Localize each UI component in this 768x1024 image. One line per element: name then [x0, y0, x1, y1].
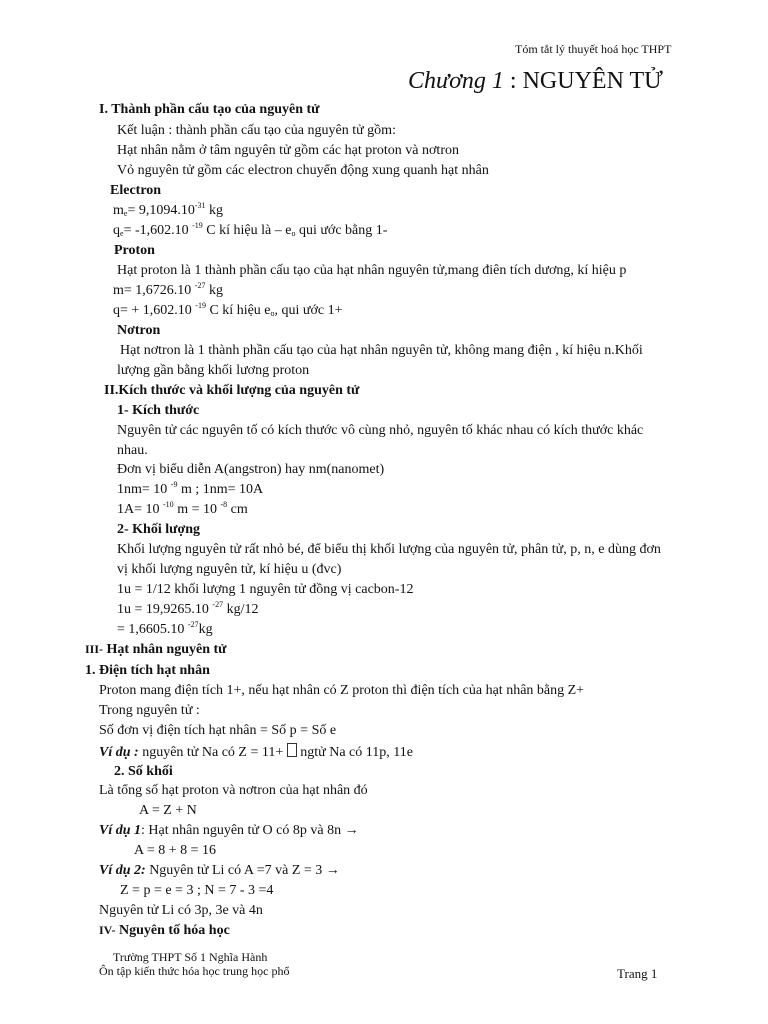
example-line: Ví dụ : nguyên tử Na có Z = 11+ ngtử Na có 11p, 11e — [99, 745, 413, 760]
text-line: Hạt nhân nằm ở tâm nguyên tử gồm các hạt proton và nơtron — [117, 143, 459, 158]
chapter-number: Chương 1 — [408, 68, 504, 94]
text-line: lượng gần bằng khối lương proton — [117, 363, 310, 378]
proton-charge: q= + 1,602.10 $^{-19}$ C kí hiệu $e_o$, qui ước 1+ — [113, 301, 343, 318]
formula-line: A = 8 + 8 = 16 — [134, 843, 217, 858]
formula-line: = 1,6605.10 $^{-27}$kg — [117, 620, 213, 637]
text-line: Kết luận : thành phần cấu tạo của nguyên tử gồm: — [117, 123, 396, 138]
example-line: Ví dụ 1: Hạt nhân nguyên tử O có 8p và 8n → — [99, 823, 359, 838]
text-line: Là tổng số hạt proton và nơtron của hạt nhân đó — [99, 783, 368, 798]
page-number: Trang 1 — [617, 966, 658, 981]
text-line: Vỏ nguyên tử gồm các electron chuyển động xung quanh hạt nhân — [117, 163, 489, 178]
proton-mass: m= 1,6726.10 $^{-27}$ kg — [113, 281, 223, 298]
example-line: Ví dụ 2: Nguyên tử Li có A =7 và Z = 3 → — [99, 863, 340, 878]
electron-title: Electron — [110, 183, 162, 198]
formula-line: 1nm= 10 $^{-9}$ m ; 1nm= 10A — [117, 480, 264, 497]
section-1-heading: I. Thành phần cấu tạo của nguyên tử — [99, 102, 320, 117]
subheading-size: 1- Kích thước — [117, 403, 200, 418]
chapter-title — [408, 68, 663, 95]
section-3-heading: III- Hạt nhân nguyên tử — [85, 642, 227, 657]
arrow-right-icon: → — [325, 863, 340, 878]
text-line: nhau. — [117, 443, 148, 458]
text-line: Khối lượng nguyên tử rất nhỏ bé, để biểu thị khối lượng của nguyên tử, phân tử, p, n, e dùng đơn — [117, 542, 661, 557]
text-line: Nguyên tử các nguyên tố có kích thước vô cùng nhỏ, nguyên tố khác nhau có kích thước khác — [117, 423, 644, 438]
formula-line: 1u = 19,9265.10 $^{-27}$ kg/12 — [117, 600, 259, 617]
text-line: Hạt nơtron là 1 thành phần cấu tạo của hạt nhân nguyên tử, không mang điện , kí hiệu n.Khối — [120, 343, 643, 358]
arrow-right-icon: → — [344, 823, 359, 838]
subheading-charge: 1. Điện tích hạt nhân — [85, 663, 210, 678]
text-line: Nguyên tử Li có 3p, 3e và 4n — [99, 903, 263, 918]
text-line: 1u = 1/12 khối lượng 1 nguyên tử đồng vị cacbon-12 — [117, 582, 414, 597]
section-2-heading: II.Kích thước và khối lượng của nguyên tử — [104, 383, 360, 398]
chapter-name: : NGUYÊN TỬ — [503, 68, 663, 94]
text-line: Đơn vị biểu diễn A(angstron) hay nm(nanomet) — [117, 462, 385, 477]
electron-charge: $q_e= -1,602.10$ $^{-19}$ C kí hiệu là – $e_o$ qui ước bằng 1- — [113, 221, 388, 238]
running-header: Tóm tắt lý thuyết hoá học THPT — [515, 42, 672, 56]
text-line: Trong nguyên tử : — [99, 703, 200, 718]
subheading-mass: 2- Khối lượng — [117, 522, 201, 537]
subheading-mass-number: 2. Số khối — [114, 764, 173, 779]
proton-title: Proton — [114, 243, 155, 258]
footer-school: Trường THPT Số 1 Nghĩa Hành — [113, 950, 268, 964]
neutron-title: Nơtron — [117, 323, 161, 338]
missing-glyph-icon — [287, 743, 297, 757]
text-line: Proton mang điện tích 1+, nếu hạt nhân có Z proton thì điện tích của hạt nhân bằng Z+ — [99, 683, 585, 698]
text-line: Số đơn vị điện tích hạt nhân = Số p = Số e — [99, 723, 337, 738]
text-line: vị khối lượng nguyên tử, kí hiệu u (đvc) — [117, 562, 342, 577]
section-4-heading: IV- Nguyên tố hóa học — [99, 923, 230, 938]
formula-line: A = Z + N — [139, 803, 197, 818]
formula-line: 1A= 10 $^{-10}$ m = 10 $^{-8}$ cm — [117, 500, 248, 517]
electron-mass: $m_e= 9,1094.10^{-31}$ kg — [113, 201, 224, 218]
formula-line: Z = p = e = 3 ; N = 7 - 3 =4 — [120, 883, 274, 898]
text-line: Hạt proton là 1 thành phần cấu tạo của hạt nhân nguyên tử,mang điên tích dương, kí hiệu p — [117, 263, 627, 278]
footer-review: Ôn tập kiến thức hóa học trung học phổ — [99, 964, 290, 978]
